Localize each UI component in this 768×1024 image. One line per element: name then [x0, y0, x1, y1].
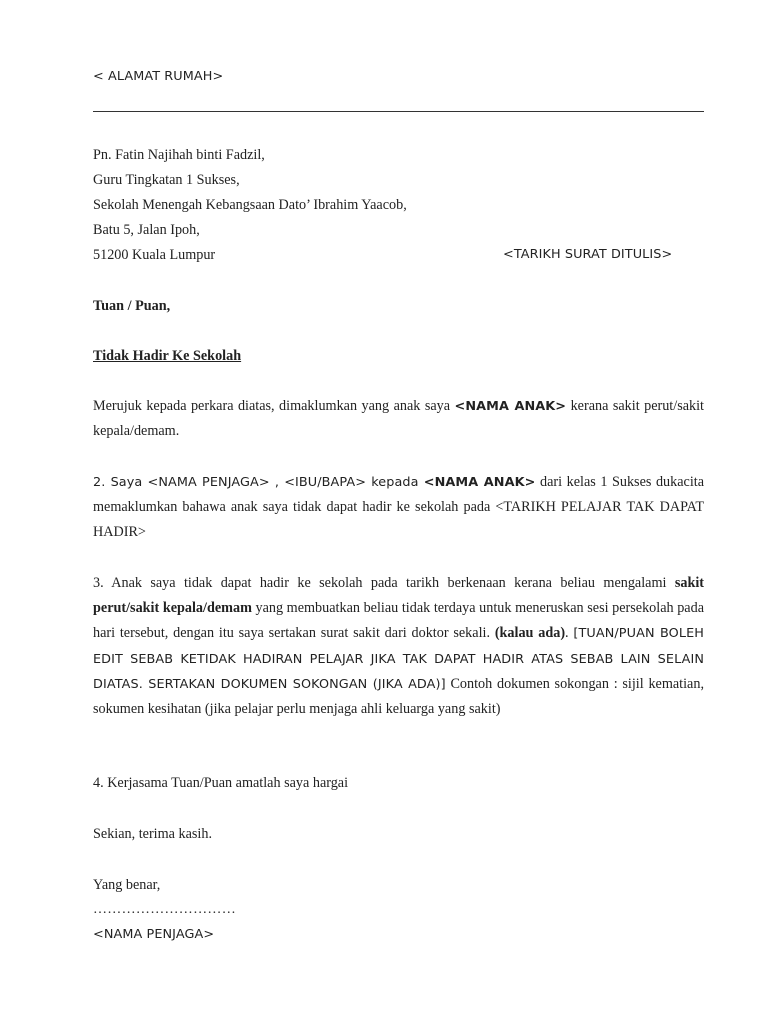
- paragraph-2: [93, 470, 704, 546]
- optional-note: (kalau ada): [494, 625, 566, 642]
- paragraph-2-text-a: 2. Saya <NAMA PENJAGA> , <IBU/BAPA> kepada: [93, 475, 424, 490]
- recipient-school: Sekolah Menengah Kebangsaan Dato’ Ibrahim Yaacob,: [93, 197, 407, 213]
- paragraph-4: 4. Kerjasama Tuan/Puan amatlah saya hargai: [93, 775, 349, 791]
- signatory-name: <NAMA PENJAGA>: [93, 927, 215, 942]
- paragraph-3: [93, 571, 704, 722]
- paragraph-1-text-c: kerana sakit perut/sakit kepala/demam.: [93, 398, 704, 440]
- closing: Sekian, terima kasih.: [93, 826, 212, 842]
- recipient-name: Pn. Fatin Najihah binti Fadzil,: [93, 147, 265, 163]
- paragraph-3-text-e: .: [565, 625, 569, 642]
- paragraph-3-text-c: yang membuatkan beliau tidak terdaya untuk meneruskan sesi persekolah pada hari tersebut, dengan itu saya sertakan surat sakit dari doktor sekali.: [93, 600, 704, 642]
- salutation: Tuan / Puan,: [93, 298, 171, 314]
- sender-address: < ALAMAT RUMAH>: [93, 69, 224, 84]
- letter-page: [93, 0, 704, 1024]
- letter-subject: Tidak Hadir Ke Sekolah: [93, 348, 242, 364]
- edit-instruction: [TUAN/PUAN BOLEH EDIT SEBAB KETIDAK HADIRAN PELAJAR JIKA TAK DAPAT HADIR ATAS SEBAB LAIN SELAIN DIATAS. SERTAKAN DOKUMEN SOKONGAN (JIKA ADA)]: [93, 626, 704, 692]
- signature-line: …………………………: [93, 902, 236, 917]
- child-name-placeholder: <NAMA ANAK>: [454, 399, 567, 414]
- signoff: Yang benar,: [93, 877, 161, 893]
- recipient-street: Batu 5, Jalan Ipoh,: [93, 222, 200, 238]
- paragraph-1: [93, 394, 704, 444]
- recipient-city: 51200 Kuala Lumpur: [93, 247, 216, 263]
- illness-list: sakit perut/sakit kepala/demam: [93, 575, 704, 617]
- paragraph-1-text-a: Merujuk kepada perkara diatas, dimaklumkan yang anak saya: [93, 398, 455, 414]
- header-divider: [93, 111, 704, 112]
- supporting-docs-example: Contoh dokumen sokongan : sijil kematian, sokumen kesihatan (jika pelajar perlu menjaga ahli keluarga yang sakit): [93, 675, 704, 718]
- paragraph-3-text-a: 3. Anak saya tidak dapat hadir ke sekolah pada tarikh berkenaan kerana beliau mengalami: [93, 575, 675, 591]
- child-name-placeholder: <NAMA ANAK>: [423, 475, 536, 490]
- recipient-title: Guru Tingkatan 1 Sukses,: [93, 172, 240, 188]
- paragraph-2-text-c: dari kelas 1 Sukses dukacita memaklumkan bahawa anak saya tidak dapat hadir ke sekolah pada <TARIKH PELAJAR TAK DAPAT HADIR>: [93, 474, 704, 541]
- letter-date: <TARIKH SURAT DITULIS>: [503, 247, 673, 262]
